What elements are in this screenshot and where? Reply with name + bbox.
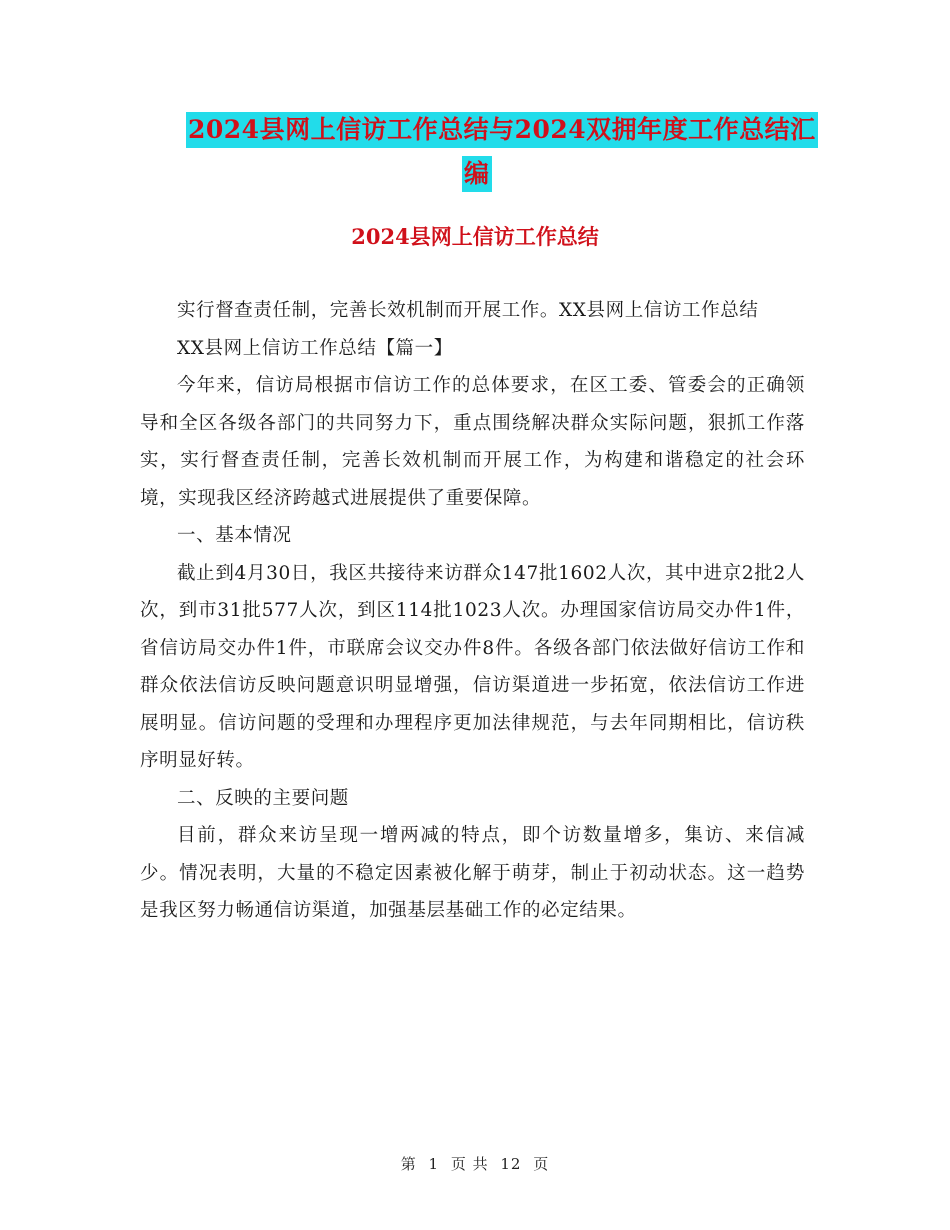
- footer-current-page: 1: [428, 1155, 440, 1173]
- paragraph-intro: 实行督查责任制，完善长效机制而开展工作。XX县网上信访工作总结: [177, 300, 759, 321]
- paragraph-statistics: 截止到4月30日，我区共接待来访群众147批1602人次，其中进京2批2人次，到市31批577人次，到区114批1023人次。办理国家信访局交办件1件，省信访局交办件1件，市联席会议交办件8件。各级各部门依法做好信访工作和群众依法信访反映问题意识明显增强，信访渠道进一步拓宽，依法信访工作进展明显。信访问题的受理和办理程序更加法律规范，与去年同期相比，信访秩序明显好转。: [140, 562, 805, 771]
- paragraph-subheading: XX县网上信访工作总结【篇一】: [177, 337, 453, 359]
- document-body: [140, 292, 805, 930]
- section-heading: 2024县网上信访工作总结: [351, 224, 599, 249]
- footer-prefix: 第: [400, 1155, 417, 1173]
- document-title-line-2: 编: [462, 156, 492, 192]
- footer-middle: 页 共: [450, 1155, 489, 1173]
- footer-total-pages: 12: [500, 1155, 522, 1173]
- paragraph-trends: 目前，群众来访呈现一增两减的特点，即个访数量增多，集访、来信减少。情况表明，大量的不稳定因素被化解于萌芽，制止于初动状态。这一趋势是我区努力畅通信访渠道，加强基层基础工作的必定结果。: [140, 825, 805, 921]
- section-heading-main-issues: 二、反映的主要问题: [177, 787, 349, 809]
- page-footer: [0, 1153, 950, 1174]
- document-title-line-1: 2024县网上信访工作总结与2024双拥年度工作总结汇: [186, 112, 818, 148]
- section-heading-basic-situation: 一、基本情况: [177, 525, 292, 546]
- footer-suffix: 页: [533, 1155, 550, 1173]
- paragraph-overview: 今年来，信访局根据市信访工作的总体要求，在区工委、管委会的正确领导和全区各级各部门的共同努力下，重点围绕解决群众实际问题，狠抓工作落实，实行督查责任制，完善长效机制而开展工作，为构建和谐稳定的社会环境，实现我区经济跨越式进展提供了重要保障。: [140, 375, 805, 509]
